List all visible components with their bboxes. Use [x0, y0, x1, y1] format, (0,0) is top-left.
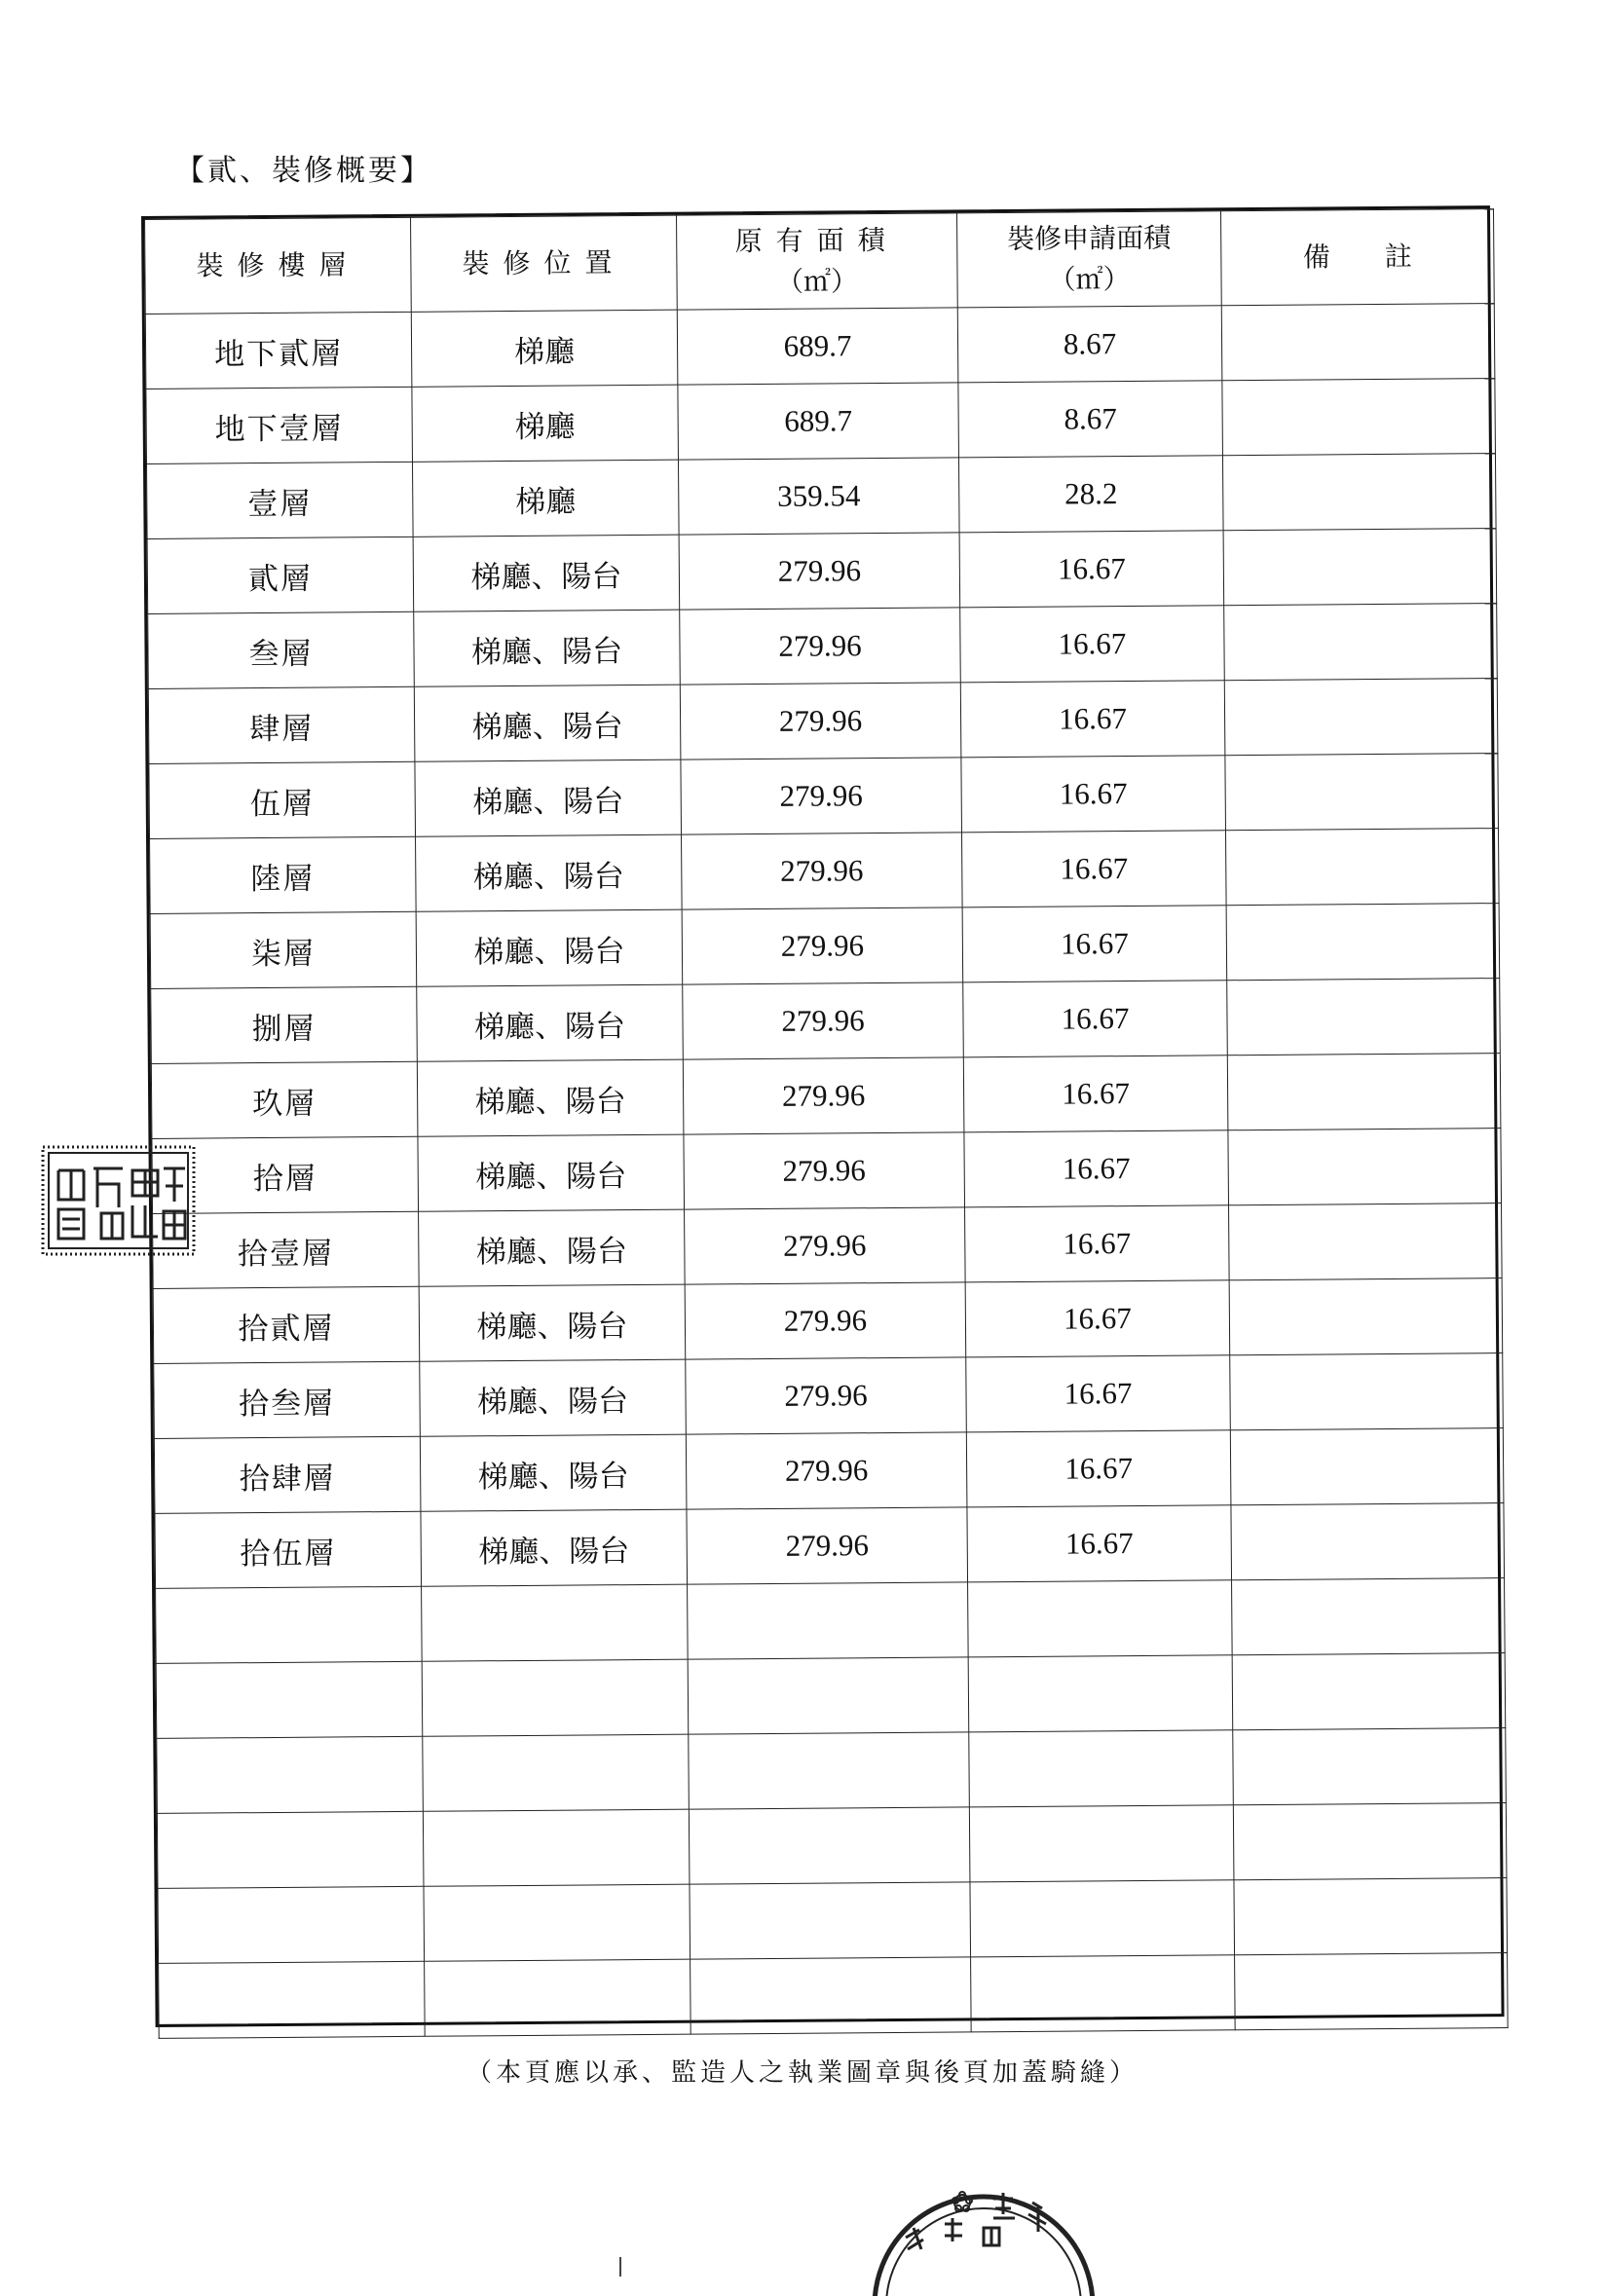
remarks-cell: [1227, 1054, 1501, 1130]
section-title: 【貳、裝修概要】: [175, 154, 432, 188]
table-row: [157, 1728, 1507, 1814]
applied-area-cell: 16.67: [962, 906, 1227, 982]
location-cell: 梯廳: [411, 310, 678, 387]
location-cell: 梯廳、陽台: [414, 610, 681, 686]
applied-area-cell: 16.67: [961, 831, 1226, 907]
applied-area-cell: [968, 1580, 1233, 1657]
original-area-cell: 279.96: [679, 533, 960, 610]
original-area-cell: [688, 1582, 969, 1659]
floor-cell: [157, 1736, 424, 1813]
remarks-cell: [1232, 1578, 1506, 1655]
location-cell: 梯廳: [412, 385, 679, 462]
remarks-cell: [1230, 1353, 1504, 1430]
footnote: （本頁應以承、監造人之執業圖章與後頁加蓋騎縫）: [466, 2058, 1138, 2088]
remarks-cell: [1223, 529, 1497, 606]
remarks-cell: [1235, 1953, 1509, 2030]
round-seal-icon: [847, 2160, 1101, 2296]
remarks-cell: [1229, 1278, 1503, 1355]
table-row: [146, 454, 1496, 539]
original-area-cell: 279.96: [686, 1357, 967, 1434]
location-cell: 梯廳、陽台: [417, 984, 684, 1061]
applied-area-cell: 16.67: [967, 1505, 1232, 1582]
original-area-cell: 279.96: [680, 608, 961, 685]
page-edge-mark: [619, 2257, 621, 2277]
original-area-cell: 279.96: [681, 758, 962, 834]
applied-area-cell: 16.67: [959, 531, 1224, 608]
floor-cell: 捌層: [151, 986, 418, 1063]
original-area-cell: 279.96: [683, 982, 964, 1059]
original-area-cell: [688, 1657, 969, 1734]
floor-cell: 壹層: [146, 462, 413, 538]
table-row: [146, 379, 1496, 464]
original-area-cell: 279.96: [685, 1207, 966, 1284]
header-applied-area-unit: （㎡）: [1048, 263, 1131, 296]
applied-area-cell: [970, 1880, 1235, 1957]
location-cell: 梯廳、陽台: [419, 1284, 686, 1361]
floor-cell: 地下貳層: [145, 312, 412, 389]
table-row: [150, 829, 1500, 914]
table-body: [145, 304, 1508, 2039]
original-area-cell: 279.96: [687, 1507, 968, 1584]
original-area-cell: [691, 1957, 972, 2034]
location-cell: 梯廳、陽台: [417, 1059, 684, 1136]
header-applied-area-label: 裝修申請面積: [1007, 221, 1172, 256]
seal-stamp-icon: [39, 1141, 200, 1260]
location-cell: 梯廳、陽台: [420, 1434, 687, 1511]
remarks-cell: [1225, 754, 1499, 831]
header-applied-area: [957, 211, 1222, 308]
floor-cell: 拾貳層: [153, 1286, 420, 1363]
table-row: [150, 904, 1500, 989]
remarks-cell: [1222, 454, 1496, 531]
remarks-cell: [1231, 1503, 1505, 1580]
header-original-area: [677, 213, 958, 310]
location-cell: 梯廳、陽台: [413, 535, 680, 611]
remarks-cell: [1233, 1803, 1507, 1880]
location-cell: 梯廳、陽台: [421, 1509, 688, 1586]
header-floor: 裝修樓層: [145, 217, 412, 314]
original-area-cell: 279.96: [685, 1282, 966, 1359]
remarks-cell: [1230, 1428, 1504, 1505]
applied-area-cell: [968, 1655, 1233, 1732]
original-area-cell: 279.96: [680, 683, 961, 759]
header-location: 裝修位置: [411, 215, 678, 312]
table-row: [157, 1803, 1507, 1889]
original-area-cell: [690, 1882, 971, 1959]
location-cell: 梯廳、陽台: [416, 909, 683, 986]
floor-cell: 拾肆層: [154, 1436, 421, 1513]
floor-cell: 拾伍層: [155, 1511, 422, 1588]
table-row: [153, 1204, 1503, 1289]
table-row: [158, 1878, 1508, 1964]
applied-area-cell: [969, 1805, 1234, 1882]
original-area-cell: 279.96: [682, 833, 963, 909]
remarks-cell: [1226, 904, 1500, 981]
remarks-cell: [1229, 1204, 1503, 1280]
applied-area-cell: 16.67: [961, 756, 1226, 833]
original-area-cell: 279.96: [686, 1432, 967, 1509]
applied-area-cell: 16.67: [966, 1430, 1231, 1507]
floor-cell: 拾壹層: [153, 1211, 420, 1288]
floor-cell: 拾叁層: [154, 1361, 421, 1438]
location-cell: [422, 1659, 689, 1736]
remarks-cell: [1227, 979, 1501, 1055]
remarks-cell: [1232, 1653, 1506, 1730]
remarks-cell: [1234, 1878, 1508, 1955]
location-cell: [425, 1959, 691, 2036]
location-cell: 梯廳、陽台: [416, 834, 683, 911]
floor-cell: [157, 1811, 424, 1888]
floor-cell: 肆層: [148, 686, 415, 763]
remarks-cell: [1222, 379, 1496, 456]
location-cell: 梯廳: [412, 460, 679, 537]
applied-area-cell: [971, 1955, 1236, 2032]
header-original-area-label: 原有面積: [734, 223, 899, 258]
applied-area-cell: 16.67: [964, 1130, 1229, 1207]
applied-area-cell: 16.67: [965, 1280, 1230, 1357]
table-row: [154, 1428, 1504, 1514]
applied-area-cell: [969, 1730, 1234, 1807]
table-row: [151, 1054, 1501, 1139]
table-row: [149, 754, 1499, 839]
remarks-cell: [1228, 1129, 1502, 1205]
floor-cell: 伍層: [149, 761, 416, 838]
floor-cell: 玖層: [151, 1061, 418, 1138]
location-cell: [423, 1734, 690, 1811]
remarks-cell: [1233, 1728, 1507, 1805]
location-cell: [423, 1809, 690, 1886]
floor-cell: 貳層: [147, 537, 414, 613]
floor-cell: 柒層: [150, 911, 417, 988]
renovation-summary-table: [141, 205, 1505, 2027]
applied-area-cell: 8.67: [958, 381, 1223, 458]
floor-cell: [156, 1586, 423, 1663]
applied-area-cell: 8.67: [957, 306, 1222, 383]
table-row: [147, 529, 1497, 614]
table-row: [148, 679, 1498, 764]
location-cell: 梯廳、陽台: [414, 685, 681, 761]
applied-area-cell: 16.67: [960, 681, 1225, 758]
location-cell: 梯廳、陽台: [419, 1209, 686, 1286]
applied-area-cell: 16.67: [963, 1055, 1228, 1132]
floor-cell: [158, 1886, 425, 1963]
floor-cell: [156, 1661, 423, 1738]
original-area-cell: 279.96: [682, 907, 963, 984]
table-row: [155, 1503, 1505, 1589]
applied-area-cell: 16.67: [963, 981, 1228, 1057]
applied-area-cell: 28.2: [958, 456, 1223, 533]
table-row: [145, 304, 1495, 389]
applied-area-cell: 16.67: [966, 1355, 1231, 1432]
table-row: [151, 979, 1501, 1064]
original-area-cell: 279.96: [684, 1132, 965, 1209]
location-cell: [424, 1884, 691, 1961]
table-row: [153, 1278, 1503, 1364]
header-original-area-unit: （㎡）: [775, 265, 859, 298]
original-area-cell: 359.54: [678, 458, 959, 535]
original-area-cell: 689.7: [678, 383, 959, 460]
applied-area-cell: 16.67: [960, 606, 1225, 683]
table-row: [154, 1353, 1504, 1439]
floor-cell: [159, 1961, 426, 2038]
location-cell: [422, 1584, 689, 1661]
location-cell: 梯廳、陽台: [415, 759, 682, 836]
header-remarks: 備 註: [1220, 209, 1494, 306]
remarks-cell: [1221, 304, 1495, 381]
floor-cell: 陸層: [150, 836, 417, 913]
original-area-cell: 689.7: [677, 308, 958, 385]
original-area-cell: [689, 1807, 970, 1884]
table-row: [152, 1129, 1502, 1214]
floor-cell: 拾層: [152, 1136, 419, 1213]
table-row: [148, 604, 1498, 689]
table-row: [156, 1653, 1506, 1739]
original-area-cell: [689, 1732, 970, 1809]
table-header-row: [145, 209, 1495, 315]
location-cell: 梯廳、陽台: [418, 1134, 685, 1211]
table-row: [159, 1953, 1509, 2039]
floor-cell: 地下壹層: [146, 387, 413, 463]
original-area-cell: 279.96: [683, 1057, 964, 1134]
remarks-cell: [1225, 829, 1499, 906]
remarks-cell: [1224, 604, 1498, 681]
remarks-cell: [1224, 679, 1498, 756]
floor-cell: 叁層: [148, 611, 415, 688]
location-cell: 梯廳、陽台: [420, 1359, 687, 1436]
table-row: [156, 1578, 1506, 1664]
applied-area-cell: 16.67: [965, 1205, 1230, 1282]
